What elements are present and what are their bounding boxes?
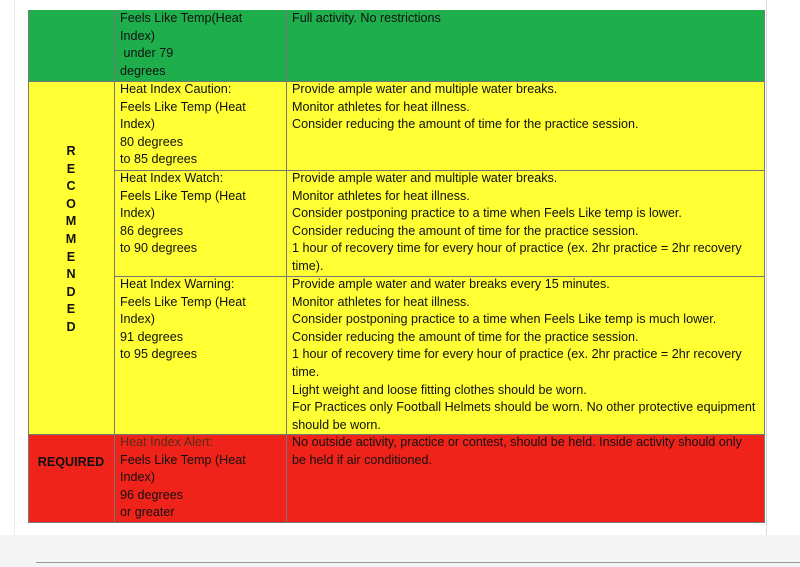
heat-level-line: Heat Index Alert: [120,435,214,449]
action-line: Consider reducing the amount of time for the practice session. [292,117,639,132]
action-line: Light weight and loose fitting clothes should be worn. [292,382,587,397]
heat-level-cell [114,434,286,523]
heat-level-line: Feels Like Temp(Heat [120,11,243,25]
recommended-letter: D [66,319,76,334]
heat-level-line: to 85 degrees [120,152,198,167]
heat-level-line: 80 degrees [120,134,184,149]
heat-level-cell [114,10,286,81]
recommended-letter: N [66,267,76,282]
action-line: Monitor athletes for heat illness. [292,99,470,114]
table-row [28,170,765,276]
recommended-letter: E [66,249,76,264]
heat-level-line: Feels Like Temp (Heat [120,188,246,203]
column-divider [114,10,115,523]
heat-level-line: degrees [120,63,166,78]
category-cell [28,10,114,81]
action-line: Consider postponing practice to a time when Feels Like temp is lower. [292,206,682,221]
recommended-letter: O [66,196,76,211]
action-line: Provide ample water and multiple water breaks. [292,82,558,96]
heat-level-line: Feels Like Temp (Heat [120,294,246,309]
action-line: Provide ample water and multiple water breaks. [292,171,558,185]
required-label: REQUIRED [37,455,105,469]
next-page-edge [36,562,800,563]
heat-level-line: 96 degrees [120,487,184,502]
action-cell [286,81,765,170]
heat-level-line: or greater [120,505,175,520]
action-line: For Practices only Football Helmets should be worn. No other protective equipment [292,400,756,415]
heat-level-cell [114,276,286,434]
recommended-letter: E [66,161,76,176]
table-row [28,81,765,170]
required-category-cell [28,434,114,523]
recommended-letter: E [66,302,76,317]
table-border-bottom [28,522,765,523]
table-row [28,434,765,523]
action-line: No outside activity, practice or contest, should be held. Inside activity should only [292,435,742,449]
recommended-letter: C [66,179,76,194]
column-divider [286,10,287,523]
table-row [28,10,765,81]
action-line: 1 hour of recovery time for every hour of practice (ex. 2hr practice = 2hr recovery [292,241,742,256]
heat-level-line: 91 degrees [120,329,184,344]
action-line: Monitor athletes for heat illness. [292,188,470,203]
heat-level-line: to 90 degrees [120,241,198,256]
page-edge-right [766,0,767,535]
action-line: Full activity. No restrictions [292,11,441,25]
action-line: 1 hour of recovery time for every hour of practice (ex. 2hr practice = 2hr recovery [292,347,742,362]
action-line: Consider postponing practice to a time when Feels Like temp is much lower. [292,312,717,327]
action-line: Monitor athletes for heat illness. [292,294,470,309]
heat-level-line: 86 degrees [120,223,184,238]
action-cell [286,434,765,523]
heat-level-line: Feels Like Temp (Heat [120,452,246,467]
page-edge-left [14,0,15,535]
heat-level-line: under 79 [120,46,174,61]
heat-level-line: Heat Index Caution: [120,82,232,96]
action-line: should be worn. [292,417,381,432]
recommended-vertical-label [28,143,114,337]
recommended-letter: D [66,284,76,299]
heat-level-line: Feels Like Temp (Heat [120,99,246,114]
row-divider [28,434,765,435]
action-line: be held if air conditioned. [292,452,433,467]
recommended-letter: M [65,214,77,229]
heat-index-table [28,10,765,523]
table-row [28,276,765,434]
heat-level-line: Heat Index Watch: [120,171,224,185]
heat-level-line: Index) [120,312,156,327]
action-cell [286,276,765,434]
table-border-right [764,10,765,523]
action-cell [286,170,765,276]
heat-level-line: Index) [120,206,156,221]
heat-level-line: Index) [120,28,156,43]
heat-level-line: Heat Index Warning: [120,277,235,291]
action-line: time). [292,258,324,273]
recommended-category-cell [28,81,114,434]
row-divider [114,276,765,277]
action-cell [286,10,765,81]
recommended-letter: R [66,144,76,158]
row-divider [114,170,765,171]
table-border-left [28,10,29,523]
row-divider [28,81,765,82]
action-line: Consider reducing the amount of time for the practice session. [292,329,639,344]
heat-level-line: to 95 degrees [120,347,198,362]
heat-level-cell [114,170,286,276]
action-line: Consider reducing the amount of time for the practice session. [292,223,639,238]
action-line: time. [292,364,320,379]
action-line: Provide ample water and water breaks every 15 minutes. [292,277,610,291]
recommended-letter: M [65,231,77,246]
heat-level-cell [114,81,286,170]
heat-level-line: Index) [120,470,156,485]
heat-level-line: Index) [120,117,156,132]
